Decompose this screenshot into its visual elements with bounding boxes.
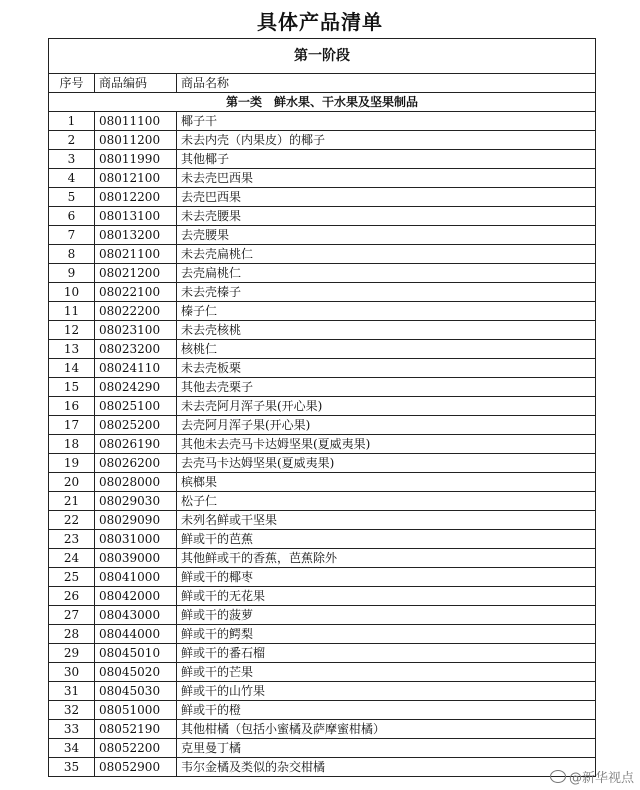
table-row	[49, 568, 596, 587]
table-row	[49, 701, 596, 720]
row-name: 韦尔金橘及类似的杂交柑橘	[177, 758, 596, 777]
row-code: 08051000	[95, 701, 177, 720]
row-name: 鲜或干的芒果	[177, 663, 596, 682]
row-no: 22	[49, 511, 95, 530]
table-row	[49, 359, 596, 378]
row-no: 16	[49, 397, 95, 416]
row-code: 08029090	[95, 511, 177, 530]
table-row	[49, 321, 596, 340]
stage-title: 第一阶段	[49, 39, 596, 74]
row-code: 08024290	[95, 378, 177, 397]
table-row	[49, 511, 596, 530]
table-row	[49, 758, 596, 777]
row-code: 08043000	[95, 606, 177, 625]
table-row	[49, 454, 596, 473]
weibo-icon	[550, 770, 566, 783]
table-row	[49, 207, 596, 226]
row-code: 08045030	[95, 682, 177, 701]
table-row	[49, 150, 596, 169]
row-name: 去壳马卡达姆坚果(夏威夷果)	[177, 454, 596, 473]
table-row	[49, 625, 596, 644]
row-code: 08025200	[95, 416, 177, 435]
row-name: 椰子干	[177, 112, 596, 131]
row-name: 松子仁	[177, 492, 596, 511]
row-name: 克里曼丁橘	[177, 739, 596, 758]
header-name: 商品名称	[177, 74, 596, 93]
row-name: 未去内壳（内果皮）的椰子	[177, 131, 596, 150]
table-row	[49, 169, 596, 188]
row-no: 10	[49, 283, 95, 302]
row-no: 7	[49, 226, 95, 245]
row-code: 08011990	[95, 150, 177, 169]
row-code: 08021100	[95, 245, 177, 264]
row-code: 08039000	[95, 549, 177, 568]
table-row	[49, 245, 596, 264]
row-code: 08045020	[95, 663, 177, 682]
row-code: 08052900	[95, 758, 177, 777]
row-code: 08026200	[95, 454, 177, 473]
table-row	[49, 720, 596, 739]
row-code: 08021200	[95, 264, 177, 283]
table-row	[49, 739, 596, 758]
row-code: 08023200	[95, 340, 177, 359]
row-code: 08011200	[95, 131, 177, 150]
row-code: 08025100	[95, 397, 177, 416]
row-name: 鲜或干的菠萝	[177, 606, 596, 625]
row-name: 未去壳腰果	[177, 207, 596, 226]
watermark-text: @新华视点	[568, 771, 634, 786]
row-code: 08013200	[95, 226, 177, 245]
row-code: 08011100	[95, 112, 177, 131]
row-no: 17	[49, 416, 95, 435]
row-no: 9	[49, 264, 95, 283]
row-no: 15	[49, 378, 95, 397]
table-row	[49, 587, 596, 606]
row-code: 08031000	[95, 530, 177, 549]
row-name: 其他柑橘（包括小蜜橘及萨摩蜜柑橘）	[177, 720, 596, 739]
row-name: 未去壳阿月浑子果(开心果)	[177, 397, 596, 416]
row-name: 未去壳核桃	[177, 321, 596, 340]
table-row	[49, 416, 596, 435]
stage-row	[49, 39, 596, 74]
row-no: 23	[49, 530, 95, 549]
row-no: 13	[49, 340, 95, 359]
table-row	[49, 226, 596, 245]
row-no: 14	[49, 359, 95, 378]
row-name: 去壳巴西果	[177, 188, 596, 207]
row-no: 4	[49, 169, 95, 188]
row-no: 32	[49, 701, 95, 720]
product-list-table	[48, 38, 596, 777]
row-code: 08052190	[95, 720, 177, 739]
row-code: 08045010	[95, 644, 177, 663]
row-name: 槟榔果	[177, 473, 596, 492]
row-name: 其他鲜或干的香蕉，芭蕉除外	[177, 549, 596, 568]
row-name: 去壳扁桃仁	[177, 264, 596, 283]
header-row	[49, 74, 596, 93]
row-no: 26	[49, 587, 95, 606]
row-name: 其他去壳栗子	[177, 378, 596, 397]
document-title: 具体产品清单	[257, 10, 383, 34]
row-no: 18	[49, 435, 95, 454]
table-row	[49, 112, 596, 131]
row-no: 11	[49, 302, 95, 321]
table-row	[49, 302, 596, 321]
table-row	[49, 663, 596, 682]
row-no: 19	[49, 454, 95, 473]
row-name: 鲜或干的芭蕉	[177, 530, 596, 549]
row-name: 榛子仁	[177, 302, 596, 321]
row-no: 21	[49, 492, 95, 511]
row-code: 08029030	[95, 492, 177, 511]
table-row	[49, 283, 596, 302]
category-row	[49, 93, 596, 112]
row-no: 1	[49, 112, 95, 131]
table-row	[49, 682, 596, 701]
row-name: 鲜或干的无花果	[177, 587, 596, 606]
row-no: 3	[49, 150, 95, 169]
row-name: 去壳腰果	[177, 226, 596, 245]
row-no: 27	[49, 606, 95, 625]
row-no: 8	[49, 245, 95, 264]
watermark	[550, 767, 634, 786]
table-row	[49, 378, 596, 397]
row-no: 28	[49, 625, 95, 644]
row-name: 未去壳板栗	[177, 359, 596, 378]
table-row	[49, 530, 596, 549]
row-code: 08022100	[95, 283, 177, 302]
row-name: 鲜或干的山竹果	[177, 682, 596, 701]
table-row	[49, 473, 596, 492]
row-code: 08013100	[95, 207, 177, 226]
row-code: 08052200	[95, 739, 177, 758]
row-no: 30	[49, 663, 95, 682]
row-code: 08023100	[95, 321, 177, 340]
table-row	[49, 340, 596, 359]
row-code: 08024110	[95, 359, 177, 378]
row-name: 未列名鲜或干坚果	[177, 511, 596, 530]
row-no: 29	[49, 644, 95, 663]
row-code: 08044000	[95, 625, 177, 644]
row-code: 08026190	[95, 435, 177, 454]
table-row	[49, 549, 596, 568]
header-code: 商品编码	[95, 74, 177, 93]
table-row	[49, 264, 596, 283]
row-no: 6	[49, 207, 95, 226]
table-row	[49, 435, 596, 454]
table-row	[49, 644, 596, 663]
row-no: 24	[49, 549, 95, 568]
row-name: 未去壳巴西果	[177, 169, 596, 188]
row-no: 25	[49, 568, 95, 587]
table-row	[49, 606, 596, 625]
row-name: 核桃仁	[177, 340, 596, 359]
row-code: 08012100	[95, 169, 177, 188]
row-no: 12	[49, 321, 95, 340]
row-name: 鲜或干的橙	[177, 701, 596, 720]
row-name: 鲜或干的椰枣	[177, 568, 596, 587]
row-no: 35	[49, 758, 95, 777]
row-no: 33	[49, 720, 95, 739]
row-name: 鲜或干的鳄梨	[177, 625, 596, 644]
row-code: 08022200	[95, 302, 177, 321]
table-body	[49, 112, 596, 777]
header-no: 序号	[49, 74, 95, 93]
row-no: 20	[49, 473, 95, 492]
table-row	[49, 188, 596, 207]
row-name: 其他椰子	[177, 150, 596, 169]
category-title: 第一类 鲜水果、干水果及坚果制品	[49, 93, 596, 112]
row-name: 未去壳扁桃仁	[177, 245, 596, 264]
table-row	[49, 492, 596, 511]
row-name: 去壳阿月浑子果(开心果)	[177, 416, 596, 435]
row-no: 2	[49, 131, 95, 150]
row-name: 鲜或干的番石榴	[177, 644, 596, 663]
row-code: 08041000	[95, 568, 177, 587]
row-name: 未去壳榛子	[177, 283, 596, 302]
table-row	[49, 397, 596, 416]
row-no: 5	[49, 188, 95, 207]
row-no: 31	[49, 682, 95, 701]
row-code: 08028000	[95, 473, 177, 492]
row-code: 08012200	[95, 188, 177, 207]
row-code: 08042000	[95, 587, 177, 606]
table-row	[49, 131, 596, 150]
row-name: 其他未去壳马卡达姆坚果(夏威夷果)	[177, 435, 596, 454]
row-no: 34	[49, 739, 95, 758]
